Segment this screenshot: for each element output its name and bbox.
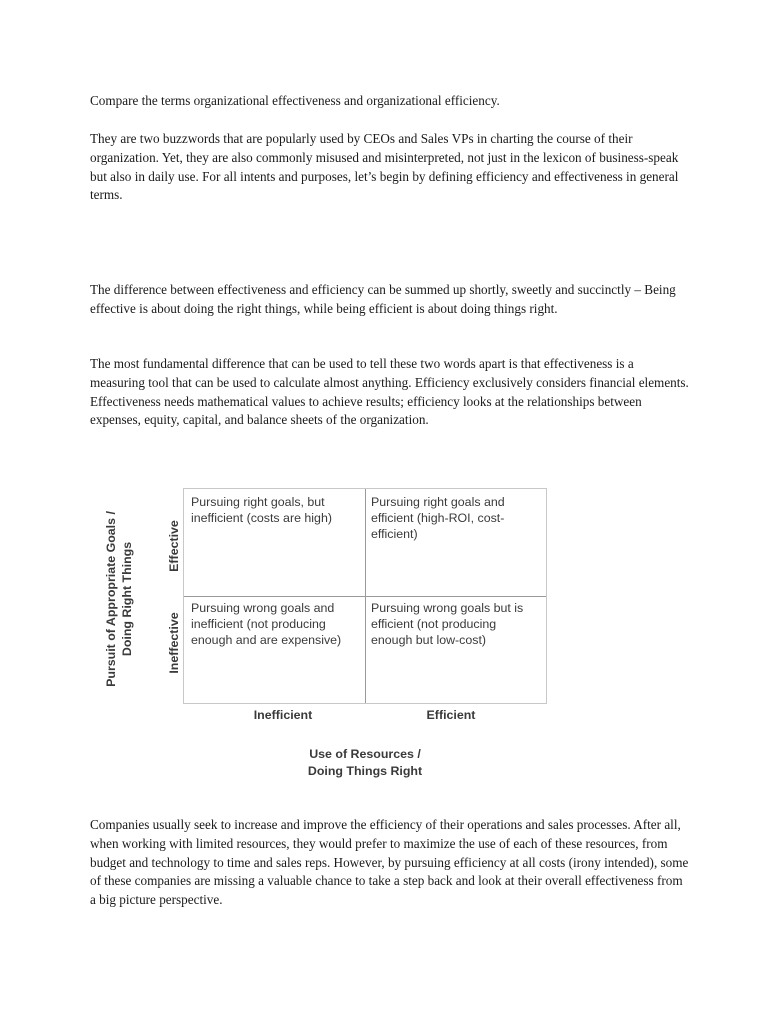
cell-ineffective-efficient: Pursuing wrong goals but is efficient (not producing enough but low-cost) bbox=[371, 601, 524, 648]
row-label-effective: Effective bbox=[167, 520, 181, 572]
paragraph-fundamental-difference: The most fundamental difference that can be used to tell these two words apart is that effectiveness is a measuring tool that can be used to calculate almost anything. Efficiency exclusively considers financial elements. Effectiveness needs mathematical values to achieve results; efficiency looks at the relationships between expenses, equity, capital, and balance sheets of the organization. bbox=[90, 356, 689, 428]
cell-effective-inefficient: Pursuing right goals, but inefficient (costs are high) bbox=[191, 495, 332, 526]
paragraph-difference-summary: The difference between effectiveness and efficiency can be summed up shortly, sweetly and succinctly – Being effective is about doing the right things, while being efficient is about doing things right. bbox=[90, 282, 676, 316]
paragraph-buzzwords: They are two buzzwords that are popularly used by CEOs and Sales VPs in charting the course of their organization. Yet, they are also commonly misused and misinterpreted, not just in the lexicon of business-speak but also in daily use. For all intents and purposes, let’s begin by defining efficiency and effectiveness in general terms. bbox=[90, 131, 679, 203]
matrix-grid bbox=[183, 488, 547, 704]
paragraph-companies-efficiency: Companies usually seek to increase and improve the efficiency of their operations and sales processes. After all, when working with limited resources, they would prefer to maximize the use of each of these resources, from budget and technology to time and sales reps. However, by pursuing efficiency at all costs (irony intended), some of these companies are missing a valuable chance to take a step back and look at their overall effectiveness from a big picture perspective. bbox=[90, 817, 689, 908]
row-label-ineffective: Ineffective bbox=[167, 612, 181, 674]
y-axis-title-line2: Doing Right Things bbox=[120, 541, 134, 657]
y-axis-title bbox=[103, 504, 137, 694]
y-axis-title-line1: Pursuit of Appropriate Goals / bbox=[104, 511, 118, 687]
cell-ineffective-inefficient: Pursuing wrong goals and inefficient (not producing enough and are expensive) bbox=[191, 601, 342, 648]
column-label-efficient: Efficient bbox=[426, 708, 476, 722]
cell-effective-efficient: Pursuing right goals and efficient (high-ROI, cost-efficient) bbox=[371, 495, 505, 542]
x-axis-title-line2: Doing Things Right bbox=[307, 764, 423, 778]
grid-divider-horizontal bbox=[184, 596, 546, 597]
x-axis-title-line1: Use of Resources / bbox=[309, 747, 421, 761]
x-axis-title bbox=[270, 746, 460, 780]
intro-question: Compare the terms organizational effectiveness and organizational efficiency. bbox=[90, 93, 500, 108]
column-label-inefficient: Inefficient bbox=[253, 708, 313, 722]
